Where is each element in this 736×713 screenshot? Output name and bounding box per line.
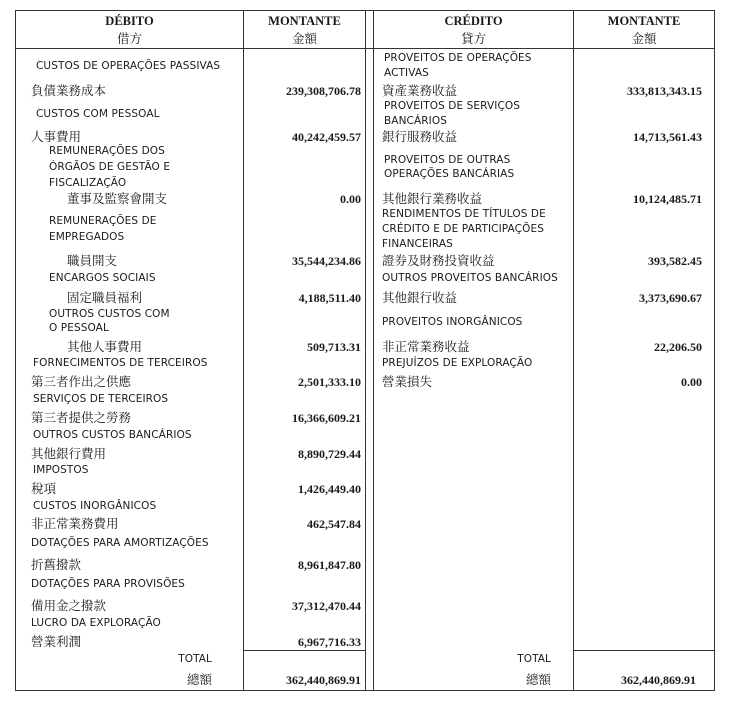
debit-line: ENCARGOS SOCIAIS — [49, 272, 156, 284]
debit-amount: 0.00 — [340, 192, 361, 206]
debit-amount: 4,188,511.40 — [298, 291, 361, 305]
credit-amount: 14,713,561.43 — [633, 130, 702, 144]
debit-line: 營業利潤 — [31, 634, 82, 649]
credit-line: FINANCEIRAS — [382, 238, 453, 250]
credit-line: 非正常業務收益 — [382, 339, 470, 354]
credit-line: PROVEITOS DE SERVIÇOS — [384, 100, 521, 112]
credit-line: 營業損失 — [382, 374, 433, 389]
debit-line: 非正常業務費用 — [31, 516, 119, 531]
debit-line: OUTROS CUSTOS COM — [49, 308, 170, 320]
debit-line: 其他人事費用 — [67, 339, 143, 354]
debit-line: CUSTOS INORGÂNICOS — [33, 500, 157, 512]
credit-line: RENDIMENTOS DE TÍTULOS DE — [382, 208, 546, 220]
header-montante-right: MONTANTE — [607, 14, 681, 28]
debit-line: 負債業務成本 — [31, 83, 107, 98]
total-divider-right — [573, 650, 715, 651]
credit-line: PREJUÍZOS DE EXPLORAÇÃO — [382, 357, 533, 369]
total-label-right: TOTAL — [517, 653, 551, 665]
debit-line: 折舊撥款 — [31, 557, 82, 572]
debit-line: DOTAÇÕES PARA AMORTIZAÇÕES — [31, 537, 209, 549]
col-divider-2 — [365, 10, 366, 691]
credit-line: OUTROS PROVEITOS BANCÁRIOS — [382, 272, 558, 284]
total-label-left: TOTAL — [178, 653, 212, 665]
credit-line: PROVEITOS DE OUTRAS — [384, 154, 511, 166]
credit-line: PROVEITOS DE OPERAÇÕES — [384, 52, 532, 64]
credit-amount: 333,813,343.15 — [627, 84, 702, 98]
header-montante-left-zh: 金額 — [291, 31, 317, 46]
header-debito: DÉBITO — [105, 14, 154, 28]
debit-amount: 2,501,333.10 — [298, 375, 361, 389]
header-debito-zh: 借方 — [116, 31, 142, 46]
debit-line: CUSTOS DE OPERAÇÕES PASSIVAS — [36, 60, 221, 72]
credit-amount: 22,206.50 — [654, 340, 702, 354]
credit-amount: 3,373,690.67 — [639, 291, 702, 305]
debit-amount: 8,890,729.44 — [298, 447, 361, 461]
total-amount-right: 362,440,869.91 — [621, 673, 696, 687]
debit-line: EMPREGADOS — [49, 231, 125, 243]
debit-amount: 16,366,609.21 — [292, 411, 361, 425]
credit-amount: 0.00 — [681, 375, 702, 389]
credit-amount: 393,582.45 — [648, 254, 702, 268]
debit-line: O PESSOAL — [49, 322, 109, 334]
debit-line: SERVIÇOS DE TERCEIROS — [33, 393, 169, 405]
debit-amount: 509,713.31 — [307, 340, 361, 354]
credit-amount: 10,124,485.71 — [633, 192, 702, 206]
debit-line: 稅項 — [31, 481, 57, 496]
credit-line: 銀行服務收益 — [382, 129, 458, 144]
right-border — [714, 10, 715, 691]
credit-line: 其他銀行收益 — [382, 290, 458, 305]
debit-line: REMUNERAÇÕES DE — [49, 215, 157, 227]
debit-amount: 40,242,459.57 — [292, 130, 361, 144]
debit-amount: 1,426,449.40 — [298, 482, 361, 496]
col-divider-2b — [373, 10, 374, 691]
debit-line: FORNECIMENTOS DE TERCEIROS — [33, 357, 208, 369]
header-credito-zh: 貸方 — [460, 31, 486, 46]
total-label-left-zh: 總額 — [186, 672, 212, 687]
credit-line: ACTIVAS — [384, 67, 429, 79]
debit-line: IMPOSTOS — [33, 464, 89, 476]
debit-amount: 8,961,847.80 — [298, 558, 361, 572]
credit-line: PROVEITOS INORGÂNICOS — [382, 316, 523, 328]
total-amount-left: 362,440,869.91 — [286, 673, 361, 687]
credit-line: BANCÁRIOS — [384, 115, 447, 127]
left-border — [15, 10, 16, 691]
debit-line: 第三者提供之勞務 — [31, 410, 132, 425]
header-montante-right-zh: 金額 — [631, 31, 657, 46]
credit-line: 證券及財務投資收益 — [382, 253, 495, 268]
debit-line: DOTAÇÕES PARA PROVISÕES — [31, 578, 185, 590]
debit-line: LUCRO DA EXPLORAÇÃO — [31, 617, 161, 629]
debit-line: 第三者作出之供應 — [31, 374, 132, 389]
debit-line: ÓRGÃOS DE GESTÃO E — [49, 161, 171, 173]
credit-line: 資產業務收益 — [382, 83, 458, 98]
debit-line: FISCALIZAÇÃO — [49, 177, 127, 189]
debit-line: 職員開支 — [67, 253, 118, 268]
credit-line: OPERAÇÕES BANCÁRIAS — [384, 168, 515, 180]
debit-amount: 6,967,716.33 — [298, 635, 361, 649]
debit-line: CUSTOS COM PESSOAL — [36, 108, 160, 120]
total-label-right-zh: 總額 — [525, 672, 551, 687]
debit-line: OUTROS CUSTOS BANCÁRIOS — [33, 429, 192, 441]
credit-line: 其他銀行業務收益 — [382, 191, 483, 206]
debit-line: 備用金之撥款 — [31, 598, 107, 613]
debit-amount: 37,312,470.44 — [292, 599, 361, 613]
debit-amount: 462,547.84 — [307, 517, 361, 531]
credit-line: CRÉDITO E DE PARTICIPAÇÕES — [382, 223, 544, 235]
debit-line: 董事及監察會開支 — [67, 191, 168, 206]
debit-line: 其他銀行費用 — [31, 446, 107, 461]
debit-line: 固定職員福利 — [67, 290, 143, 305]
total-divider-left — [243, 650, 365, 651]
debit-amount: 35,544,234.86 — [292, 254, 361, 268]
debit-line: REMUNERAÇÕES DOS — [49, 145, 165, 157]
header-credito: CRÉDITO — [444, 14, 503, 28]
debit-line: 人事費用 — [31, 129, 82, 144]
debit-amount: 239,308,706.78 — [286, 84, 361, 98]
header-montante-left: MONTANTE — [268, 14, 341, 28]
